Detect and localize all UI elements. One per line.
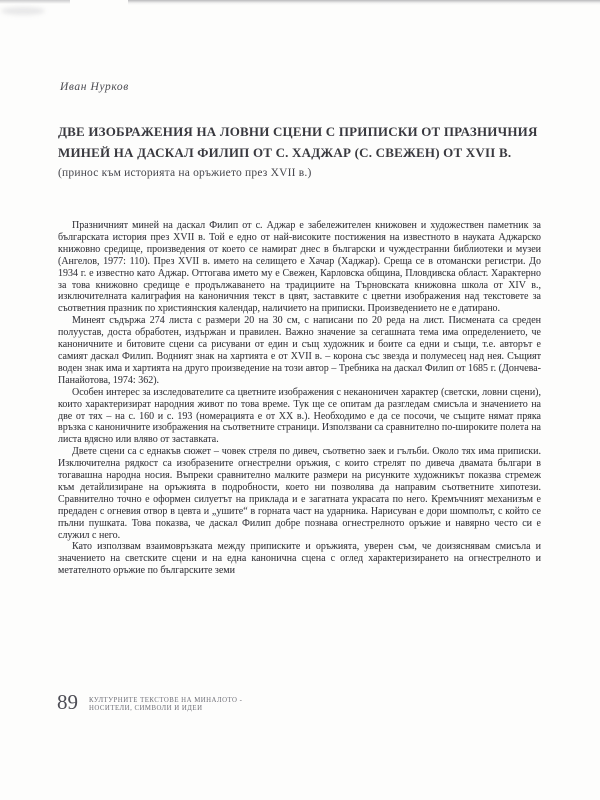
paragraph: Особен интерес за изследователите са цветните изображения с неканоничен характер (светски, ловни сцени), които характеризират народния живот по това време. Тук ще се опитам да разгледам смисъла и значението на две от тях – на с. 160 и с. 193 (номерацията е от XX в.). Необходимо е да се посочи, че същите нямат пряка връзка с каноничните изображения на съответните страници. Използвани са сравнително по-широките полета на листа вдясно или вляво от заставката.	[58, 386, 541, 446]
article-title-block	[58, 121, 544, 183]
footer-caption	[89, 691, 242, 713]
paragraph: Празничният миней на даскал Филип от с. Аджар е забележителен книжовен и художествен паметник за българската история през XVII в. Той е едно от най-високите постижения на известното в науката Аджарско книжовно средище, произведения от което се намират днес в български и чуждестранни библиотеки и музеи (Ангелов, 1977: 110). През XVII в. името на селището е Хачар (Хаджар). Среща се в отомански регистри. До 1934 г. е известно като Аджар. Оттогава името му е Свежен, Карловска община, Пловдивска област. Характерно за това книжовно средище е продължаването на традициите на Търновската книжовна школа от XIV в., изключителната калиграфия на каноничния текст в цвят, заставките с цветни изображения над текстовете за съответния празник по християнския календар, наличието на приписки. Произведението не е датирано.	[58, 220, 541, 315]
scan-artifact-left-smudge	[1, 7, 45, 15]
article-subtitle: (принос към историята на оръжието през XVII в.)	[58, 167, 312, 179]
footer-caption-line-1: КУЛТУРНИТЕ ТЕКСТОВЕ НА МИНАЛОТО -	[89, 697, 243, 704]
paragraph: Като използвам взаимовръзката между приписките и оръжията, уверен съм, че доизяснявам смисъла и значението на светските сцени и на една канонична сцена с оглед характеризирането на огнестрелното и метателното оръжие по българските земи	[58, 541, 541, 577]
paragraph: Двете сцени са с еднакъв сюжет – човек стреля по дивеч, съответно заек и гълъби. Около тях има приписки. Изключителна рядкост са изобразените огнестрелни оръжия, с които стрелят по дивеча двамата българи в тогавашна народна носия. Въпреки сравнително малките размери на рисунките художникът показва стремеж към детайлизиране на оръжията в подробности, което ни позволява да направим съответните хипотези. Сравнително точно е оформен силуетът на приклада и е загатната украсата по него. Кремъчният механизъм е предаден с огневия отвор в цевта и „ушите“ в горната част на ударника. Нарисуван е дори шомполът, с който се пълни пушката. Това показва, че даскал Филип добре познава огнестрелното оръжие и навярно често си е служил с него.	[58, 446, 541, 541]
footer-caption-line-2: НОСИТЕЛИ, СИМВОЛИ И ИДЕИ	[89, 705, 203, 712]
paragraph: Минеят съдържа 274 листа с размери 20 на 30 см, с написани по 20 реда на лист. Писмената са среден полуустав, доста обработен, издържан и правилен. Важно значение за сегашната тема има определението, че каноничните и битовите сцени са рисувани от един и същ художник и боите са едни и същи, т.е. авторът е самият даскал Филип. Водният знак на хартията е от XVII в. – корона със звезда и полумесец над нея. Същият воден знак има и хартията на друго произведение на този автор – Требника на даскал Филип от 1685 г. (Дончева-Панайотова, 1974: 362).	[58, 315, 541, 386]
article-title-line-1: ДВЕ ИЗОБРАЖЕНИЯ НА ЛОВНИ СЦЕНИ С ПРИПИСКИ ОТ ПРАЗНИЧНИЯ	[58, 124, 538, 139]
body-paragraphs	[58, 220, 541, 692]
scan-artifact-topleft-band	[0, 0, 70, 4]
page-footer	[57, 691, 242, 713]
page-number: 89	[57, 690, 78, 714]
author-name: Иван Нурков	[60, 81, 129, 93]
scan-artifact-top-band	[128, 0, 600, 5]
article-title-line-2: МИНЕЙ НА ДАСКАЛ ФИЛИП ОТ С. ХАДЖАР (С. СВЕЖЕН) ОТ XVII В.	[58, 145, 512, 160]
